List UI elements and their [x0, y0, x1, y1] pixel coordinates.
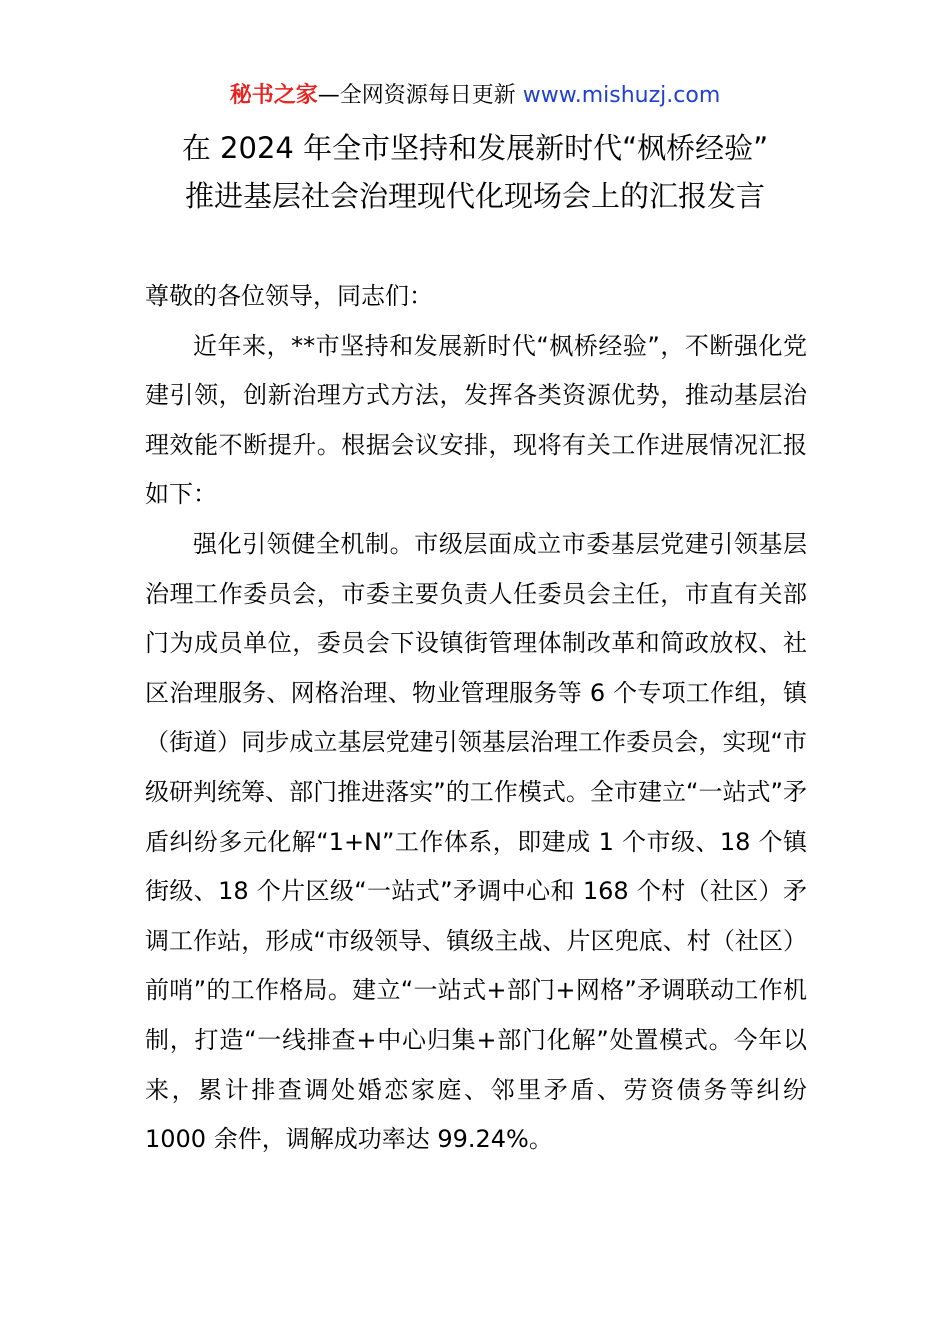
paragraph-mechanism: 强化引领健全机制。市级层面成立市委基层党建引领基层治理工作委员会，市委主要负责人任委员会主任，市直有关部门为成员单位，委员会下设镇街管理体制改革和简政放权、社区治理服务、网格治理、物业管理服务等 6 个专项工作组，镇（街道）同步成立基层党建引领基层治理工作委员会，实现“市级研判统筹、部门推进落实”的工作模式。全市建立“一站式”矛盾纠纷多元化解“1+N”工作体系，即建成 1 个市级、18 个镇街级、18 个片区级“一站式”矛调中心和 168 个村（社区）矛调工作站，形成“市级领导、镇级主战、片区兜底、村（社区）前哨”的工作格局。建立“一站式+部门+网格”矛调联动工作机制，打造“一线排查+中心归集+部门化解”处置模式。今年以来，累计排查调处婚恋家庭、邻里矛盾、劳资债务等纠纷 1000 余件，调解成功率达 99.24%。: [145, 529, 807, 1154]
document-body: [145, 272, 807, 1165]
site-url-link[interactable]: www.mishuzj.com: [522, 83, 721, 108]
paragraph-intro: 近年来，**市坚持和发展新时代“枫桥经验”，不断强化党建引领，创新治理方式方法，发挥各类资源优势，推动基层治理效能不断提升。根据会议安排，现将有关工作进展情况汇报如下：: [145, 331, 807, 509]
document-title-line-1: 在 2024 年全市坚持和发展新时代“枫桥经验”: [181, 131, 769, 165]
site-tagline: —全网资源每日更新: [317, 83, 523, 108]
document-title: [0, 124, 950, 220]
salutation: 尊敬的各位领导，同志们：: [145, 282, 433, 310]
site-header: [0, 80, 950, 112]
document-title-line-2: 推进基层社会治理现代化现场会上的汇报发言: [184, 179, 765, 213]
site-brand: 秘书之家: [229, 83, 318, 108]
